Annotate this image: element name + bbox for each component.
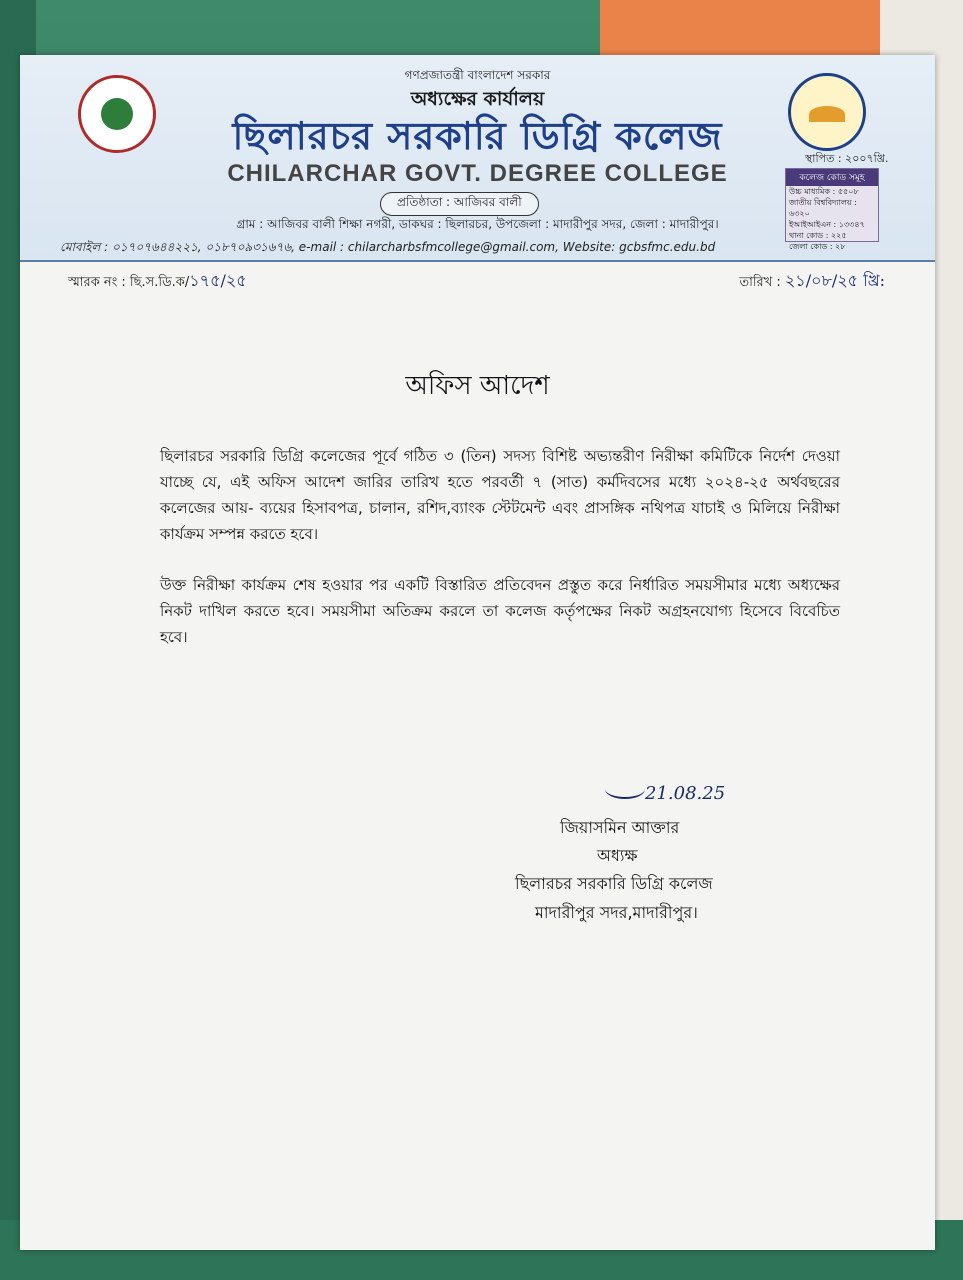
codes-title: কলেজ কোড সমূহ (786, 169, 878, 186)
memo-handwritten: ১৭৫/২৫ (189, 271, 247, 290)
letter-page (20, 55, 935, 1250)
college-codes-box (785, 168, 879, 251)
contact-line: মোবাইল : ০১৭০৭৬৪৪২২১, ০১৮৭০৯৩১৬৭৬, e-mail : chilarcharbsfmcollege@gmail.com, Website: gcbsfmc.edu.bd (60, 240, 716, 254)
memo-number (68, 268, 247, 295)
document-title: অফিস আদেশ (405, 371, 550, 401)
code-line: জেলা কোড : ২৮ (789, 242, 846, 251)
established-date: স্থাপিত : ২০০৭খ্রি. (805, 152, 889, 165)
letterhead (20, 55, 935, 262)
college-name-en: CHILARCHAR GOVT. DEGREE COLLEGE (227, 160, 728, 187)
code-line: থানা কোড : ২২৫ (789, 231, 847, 240)
signature-date: 21.08.25 (645, 783, 726, 804)
signatory-institution: ছিলারচর সরকারি ডিগ্রি কলেজ (515, 874, 713, 893)
memo-date (739, 268, 885, 295)
founder-badge: প্রতিষ্ঠাতা : আজিবর বালী (380, 192, 539, 216)
signatory-location: মাদারীপুর সদর,মাদারীপুর। (535, 903, 698, 922)
signatory-name: জিয়াসমিন আক্তার (560, 818, 680, 837)
college-name-bn: ছিলারচর সরকারি ডিগ্রি কলেজ (232, 114, 723, 158)
office-line: অধ্যক্ষের কার্যালয় (410, 88, 545, 110)
code-line: ইআইআইএন : ১৩৩৪৭ (789, 220, 865, 229)
body-paragraph: উক্ত নিরীক্ষা কার্যক্রম শেষ হওয়ার পর একটি বিস্তারিত প্রতিবেদন প্রস্তুত করে নির্ধারিত সময়সীমার মধ্যে অধ্যক্ষের নিকট দাখিল করতে হবে। সময়সীমা অতিক্রম করলে তা কলেজ কর্তৃপক্ষের নিকট অগ্রহনযোগ্য হিসেবে বিবেচিত হবে। (160, 576, 840, 646)
date-handwritten: ২১/০৮/২৫ খ্রি: (784, 271, 885, 290)
address-line: গ্রাম : আজিবর বালী শিক্ষা নগরী, ডাকঘর : ছিলারচর, উপজেলা : মাদারীপুর সদর, জেলা : মাদারীপুর। (236, 217, 719, 231)
memo-label: স্মারক নং : ছি.স.ডি.ক/ (68, 275, 190, 290)
date-label: তারিখ : (739, 275, 781, 290)
body-paragraph: ছিলারচর সরকারি ডিগ্রি কলেজের পূর্বে গঠিত ৩ (তিন) সদস্য বিশিষ্ট অভ্যন্তরীণ নিরীক্ষা কমিটিকে নির্দেশ দেওয়া যাচ্ছে যে, এই অফিস আদেশ জারির তারিখ হতে পরবর্তী ৭ (সাত) কর্মদিবসের মধ্যে ২০২৪-২৫ অর্থবছরের কলেজের আয়- ব্যয়ের হিসাবপত্র, চালান, রশিদ,ব্যাংক স্টেটমেন্ট এবং প্রাসঙ্গিক নথিপত্র যাচাই ও মিলিয়ে নিরীক্ষা কার্যক্রম সম্পন্ন করতে হবে। (160, 447, 840, 543)
signature-scribble-icon (605, 779, 645, 799)
signatory-designation: অধ্যক্ষ (597, 846, 638, 865)
govt-line: গণপ্রজাতন্ত্রী বাংলাদেশ সরকার (404, 68, 551, 82)
code-line: উচ্চ মাধ্যমিক : ৫৫০৮ (789, 187, 859, 196)
code-line: জাতীয় বিশ্ববিদ্যালয় : ৬৩২০ (789, 198, 857, 218)
